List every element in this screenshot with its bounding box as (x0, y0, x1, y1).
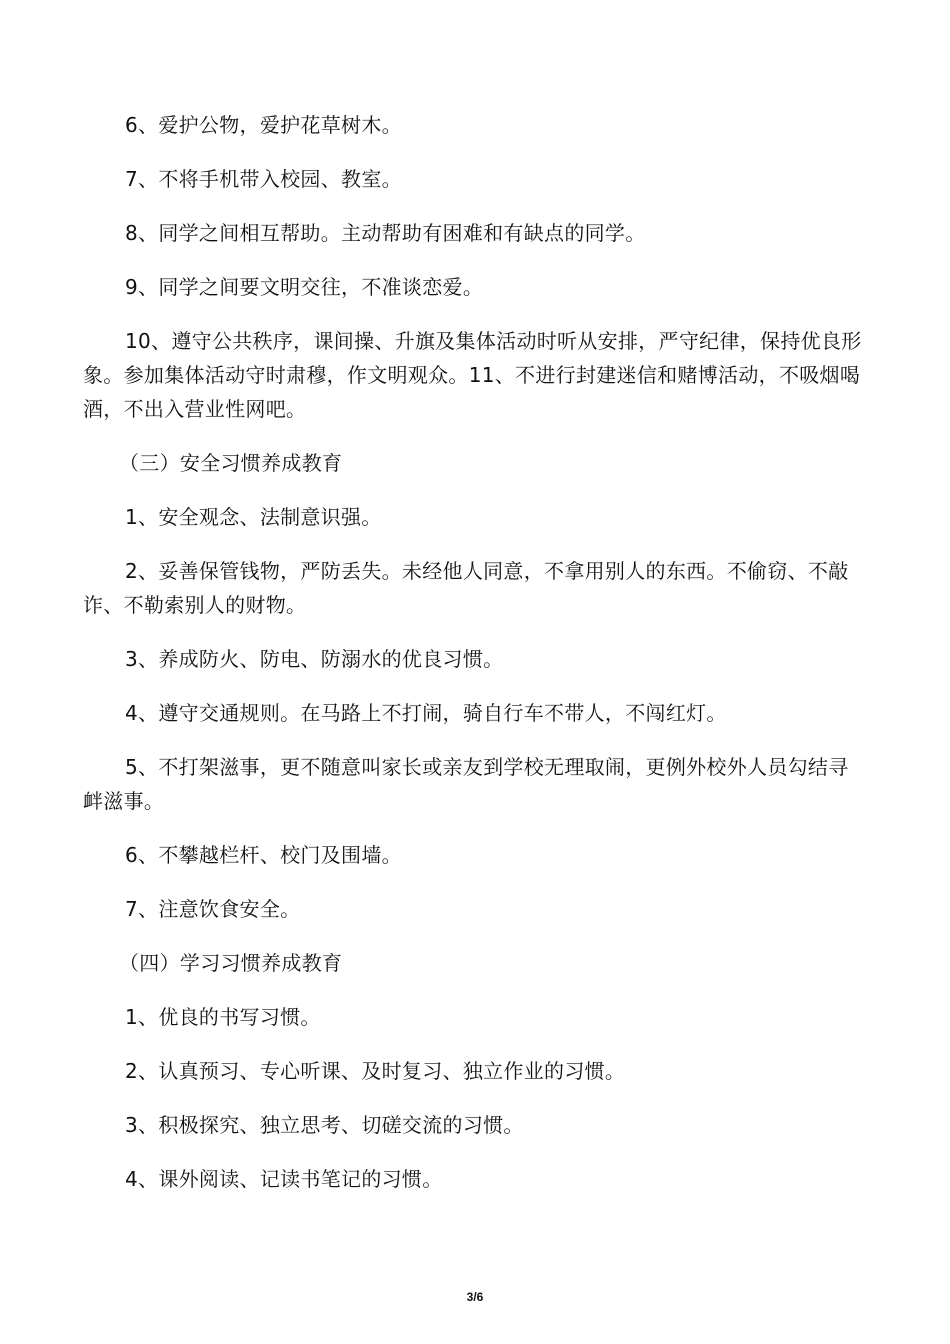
paragraph-safety-7: 7、注意饮食安全。 (125, 897, 301, 921)
document-body (83, 108, 868, 1216)
section-heading-safety-habits: （三）安全习惯养成教育 (119, 451, 343, 475)
paragraph-safety-1: 1、安全观念、法制意识强。 (125, 505, 382, 529)
paragraph-study-3: 3、积极探究、独立思考、切磋交流的习惯。 (125, 1113, 524, 1137)
paragraph-study-4: 4、课外阅读、记读书笔记的习惯。 (125, 1167, 443, 1191)
paragraph-safety-5: 5、不打架滋事，更不随意叫家长或亲友到学校无理取闹，更例外校外人员勾结寻衅滋事。 (83, 755, 849, 813)
paragraph-study-1: 1、优良的书写习惯。 (125, 1005, 321, 1029)
paragraph-safety-3: 3、养成防火、防电、防溺水的优良习惯。 (125, 647, 504, 671)
paragraph-safety-4: 4、遵守交通规则。在马路上不打闹，骑自行车不带人，不闯红灯。 (125, 701, 727, 725)
paragraph-safety-6: 6、不攀越栏杆、校门及围墙。 (125, 843, 402, 867)
paragraph-rule-7-no-phones: 7、不将手机带入校园、教室。 (125, 167, 402, 191)
paragraph-study-2: 2、认真预习、专心听课、及时复习、独立作业的习惯。 (125, 1059, 626, 1083)
paragraph-rule-6-protect-property: 6、爱护公物，爱护花草树木。 (125, 113, 402, 137)
paragraph-safety-2: 2、妥善保管钱物，严防丢失。未经他人同意，不拿用别人的东西。不偷窃、不敲诈、不勒索别人的财物。 (83, 559, 849, 617)
page-number: 3/6 (466, 1290, 484, 1304)
section-heading-study-habits: （四）学习习惯养成教育 (119, 951, 343, 975)
paragraph-rule-8-mutual-help: 8、同学之间相互帮助。主动帮助有困难和有缺点的同学。 (125, 221, 646, 245)
paragraph-rule-9-civil-interaction: 9、同学之间要文明交往，不准谈恋爱。 (125, 275, 484, 299)
paragraph-rule-10-11-public-order: 10、遵守公共秩序，课间操、升旗及集体活动时听从安排，严守纪律，保持优良形象。参加集体活动守时肃穆，作文明观众。11、不进行封建迷信和赌博活动，不吸烟喝酒，不出入营业性网吧。 (83, 329, 862, 421)
